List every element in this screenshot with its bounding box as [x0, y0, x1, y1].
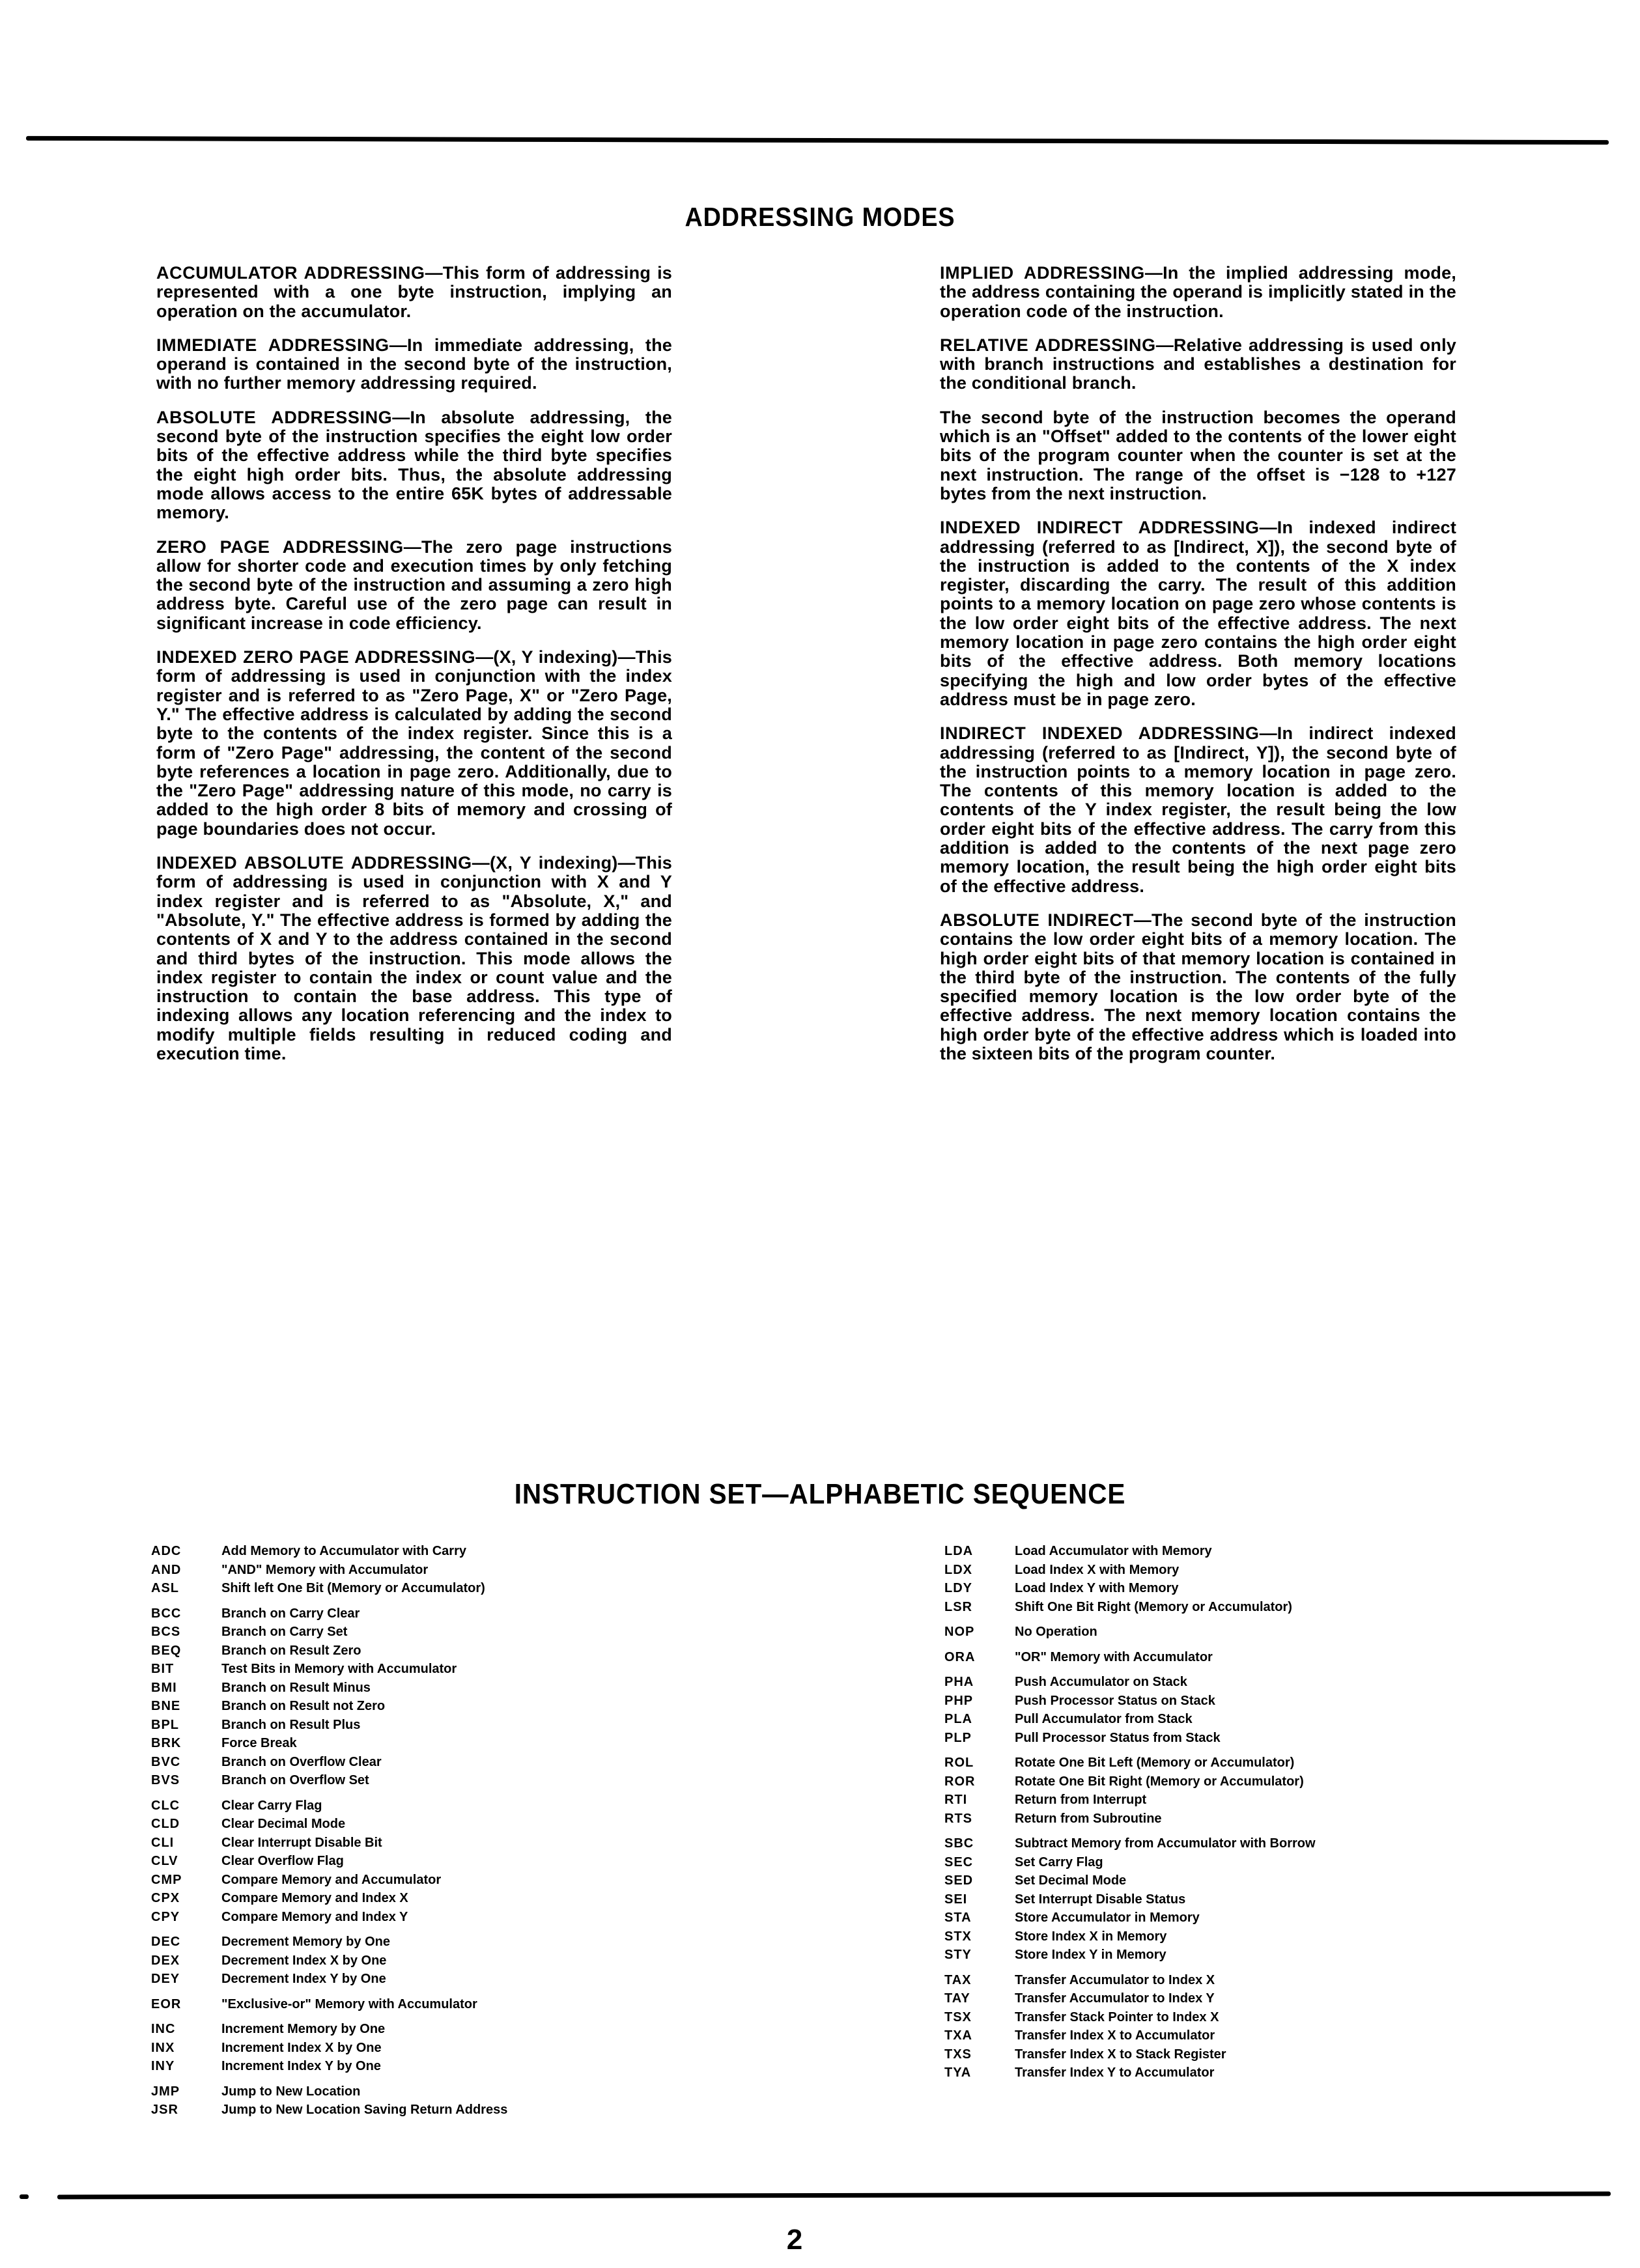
instruction-row [944, 1579, 1531, 1598]
addressing-mode-heading: ACCUMULATOR ADDRESSING [156, 263, 425, 283]
instruction-group [151, 1933, 802, 1989]
instruction-mnemonic: TYA [944, 2065, 972, 2080]
instruction-row [151, 1871, 802, 1890]
instruction-description: Increment Memory by One [221, 2022, 386, 2036]
instruction-group [944, 1648, 1531, 1667]
instruction-description: Pull Processor Status from Stack [1015, 1730, 1221, 1745]
instruction-row [944, 1673, 1531, 1692]
instruction-row [944, 1946, 1531, 1965]
instruction-row [944, 2026, 1531, 2045]
instruction-mnemonic: SEI [944, 1892, 968, 1907]
instruction-description: Branch on Result Minus [221, 1680, 371, 1695]
instruction-description: Compare Memory and Index X [221, 1891, 408, 1905]
instruction-row [944, 2008, 1531, 2027]
instruction-mnemonic: TXA [944, 2028, 972, 2043]
instruction-mnemonic: TAY [944, 1991, 970, 2006]
instruction-mnemonic: RTI [944, 1793, 968, 1807]
addressing-mode-body: —(X, Y indexing)—This form of addressing is used in conjunction with X and Y index register and is referred to as "Absolute, X," and "Absolute, Y." The effective address is formed by adding the contents of X and Y to the address contained in the second and third bytes of the instruction. This mode allows the index register to contain the index or count value and the instruction to contain the base address. This type of indexing allows any location referencing and the index to modify multiple fields resulting in reduced coding and execution time. [156, 853, 672, 1063]
instruction-mnemonic: JMP [151, 2084, 180, 2099]
instruction-row [944, 1791, 1531, 1810]
addressing-mode-heading: IMMEDIATE ADDRESSING [156, 335, 389, 355]
addressing-modes-left-column [156, 264, 672, 1078]
addressing-mode-paragraph [156, 336, 672, 393]
instruction-description: Rotate One Bit Right (Memory or Accumulator) [1015, 1774, 1304, 1789]
page-number: 2 [786, 2226, 803, 2256]
instruction-description: Shift left One Bit (Memory or Accumulator) [221, 1581, 485, 1595]
addressing-mode-body: —In the implied addressing mode, the address containing the operand is implicitly stated in the operation code of the instruction. [940, 263, 1457, 321]
instruction-set-title: INSTRUCTION SET—ALPHABETIC SEQUENCE [514, 1478, 1126, 1510]
addressing-mode-body: —(X, Y indexing)—This form of addressing is used in conjunction with the index register and is referred to as "Zero Page, X" or "Zero Page, Y." The effective address is calculated by adding the second byte to the contents of the index register. Since this is a form of "Zero Page" addressing, the content of the second byte references a location in page zero. Additionally, due to the "Zero Page" addressing nature of this mode, no carry is added to the high order 8 bits of memory and crossing of page boundaries does not occur. [156, 647, 672, 839]
addressing-modes-right-column [940, 264, 1456, 1078]
instruction-row [944, 1989, 1531, 2008]
instruction-description: Decrement Index Y by One [221, 1972, 386, 1986]
instruction-row [151, 2101, 802, 2120]
instruction-mnemonic: CLI [151, 1835, 175, 1850]
instruction-mnemonic: BRK [151, 1736, 182, 1750]
instruction-mnemonic: LDY [944, 1581, 972, 1595]
instruction-description: Push Processor Status on Stack [1015, 1693, 1215, 1708]
instruction-description: Add Memory to Accumulator with Carry [221, 1544, 466, 1558]
addressing-mode-body: The second byte of the instruction becomes the operand which is an "Offset" added to the contents of the lower eight bits of the program counter when the counter is set at the next instruction. The range of the offset is −128 to +127 bytes from the next instruction. [940, 407, 1456, 503]
instruction-mnemonic: BPL [151, 1717, 179, 1732]
instruction-group [944, 1834, 1531, 1965]
addressing-mode-body: —This form of addressing is represented with a one byte instruction, implying an operation on the accumulator. [156, 263, 673, 321]
instruction-mnemonic: LSR [944, 1599, 972, 1614]
instruction-row [944, 1810, 1531, 1828]
instruction-group [944, 1542, 1531, 1616]
instruction-row [151, 1697, 802, 1716]
instruction-mnemonic: CMP [151, 1872, 182, 1887]
addressing-mode-paragraph [940, 911, 1456, 1063]
instruction-mnemonic: PLA [944, 1712, 972, 1726]
instruction-description: Pull Accumulator from Stack [1015, 1712, 1193, 1726]
instruction-row [151, 1908, 802, 1927]
instruction-mnemonic: CLV [151, 1854, 178, 1868]
addressing-mode-paragraph [940, 336, 1456, 393]
instruction-row [151, 1734, 802, 1753]
instruction-mnemonic: BCC [151, 1606, 182, 1621]
instruction-description: Jump to New Location [221, 2084, 361, 2099]
instruction-mnemonic: LDX [944, 1562, 972, 1577]
instruction-row [151, 1642, 802, 1660]
instruction-row [944, 1871, 1531, 1890]
instruction-mnemonic: ROL [944, 1756, 974, 1770]
instruction-mnemonic: BNE [151, 1699, 181, 1713]
instruction-description: Load Index Y with Memory [1015, 1581, 1179, 1595]
instruction-list-left [151, 1542, 802, 2126]
instruction-row [944, 1648, 1531, 1667]
instruction-row [944, 1909, 1531, 1927]
instruction-row [151, 2057, 802, 2076]
instruction-group [151, 2082, 802, 2120]
instruction-description: Branch on Result not Zero [221, 1699, 386, 1713]
bottom-rule-dash [20, 2194, 29, 2199]
instruction-row [151, 1604, 802, 1623]
addressing-mode-heading: IMPLIED ADDRESSING [940, 263, 1145, 283]
instruction-group [944, 1754, 1531, 1828]
addressing-mode-paragraph [156, 648, 672, 839]
instruction-row [151, 1933, 802, 1952]
instruction-mnemonic: DEY [151, 1972, 180, 1986]
instruction-mnemonic: BCS [151, 1625, 181, 1639]
instruction-description: Transfer Index X to Accumulator [1015, 2028, 1215, 2043]
addressing-mode-heading: INDEXED ZERO PAGE ADDRESSING [156, 647, 476, 667]
instruction-mnemonic: BVC [151, 1754, 181, 1769]
addressing-mode-body: —In indexed indirect addressing (referred to as [Indirect, X]), the second byte of the instruction is added to the contents of the X index register, discarding the carry. The result of this addition points to a memory location on page zero whose contents is the low order eight bits of the effective address. The next memory location in page zero contains the high order eight bits of the effective address. Both memory locations specifying the high and low order bytes of the effective address must be in page zero. [940, 518, 1457, 709]
instruction-row [944, 1853, 1531, 1872]
instruction-mnemonic: ASL [151, 1581, 179, 1595]
instruction-mnemonic: RTS [944, 1811, 972, 1826]
addressing-mode-paragraph [940, 724, 1456, 896]
instruction-description: Transfer Accumulator to Index X [1015, 1972, 1215, 1987]
instruction-row [151, 2039, 802, 2058]
instruction-row [151, 2082, 802, 2101]
instruction-description: Set Decimal Mode [1015, 1873, 1127, 1888]
instruction-group [151, 1542, 802, 1598]
instruction-mnemonic: DEC [151, 1935, 181, 1949]
instruction-mnemonic: INX [151, 2040, 175, 2055]
instruction-mnemonic: CLD [151, 1817, 180, 1831]
addressing-mode-body: —The zero page instructions allow for shorter code and execution times by only fetching the second byte of the instruction and assuming a zero high address byte. Careful use of the zero page can result in significant increase in code efficiency. [156, 537, 673, 633]
instruction-row [151, 1889, 802, 1908]
instruction-mnemonic: STX [944, 1929, 972, 1944]
instruction-row [151, 1852, 802, 1871]
instruction-description: Compare Memory and Index Y [221, 1909, 408, 1924]
instruction-mnemonic: INC [151, 2022, 176, 2036]
instruction-mnemonic: BMI [151, 1680, 177, 1695]
instruction-row [151, 1579, 802, 1598]
instruction-list-right [944, 1542, 1531, 2089]
instruction-mnemonic: TSX [944, 2009, 972, 2024]
instruction-description: Branch on Carry Clear [221, 1606, 360, 1621]
instruction-mnemonic: ROR [944, 1774, 976, 1789]
instruction-description: Rotate One Bit Left (Memory or Accumulator) [1015, 1756, 1295, 1770]
instruction-mnemonic: CLC [151, 1798, 180, 1813]
instruction-row [151, 1623, 802, 1642]
instruction-description: Return from Interrupt [1015, 1793, 1147, 1807]
instruction-row [944, 1598, 1531, 1617]
instruction-mnemonic: ADC [151, 1544, 182, 1558]
instruction-mnemonic: ORA [944, 1649, 976, 1664]
instruction-row [944, 1754, 1531, 1772]
instruction-group [151, 1995, 802, 2014]
instruction-row [151, 2020, 802, 2039]
addressing-mode-body: —In absolute addressing, the second byte of the instruction specifies the eight low order bits of the effective address while the third byte specifies the eight high order bits. Thus, the absolute addressing mode allows access to the entire 65K bytes of addressable memory. [156, 407, 672, 523]
addressing-mode-heading: ZERO PAGE ADDRESSING [156, 537, 404, 557]
addressing-modes-title: ADDRESSING MODES [685, 202, 955, 232]
addressing-mode-body: —Relative addressing is used only with branch instructions and establishes a destination for the conditional branch. [940, 335, 1456, 393]
instruction-mnemonic: AND [151, 1562, 182, 1577]
instruction-row [944, 1772, 1531, 1791]
instruction-mnemonic: BEQ [151, 1643, 182, 1658]
instruction-mnemonic: CPY [151, 1909, 180, 1924]
instruction-description: Branch on Overflow Set [221, 1773, 369, 1787]
instruction-description: Compare Memory and Accumulator [221, 1872, 442, 1887]
instruction-mnemonic: CPX [151, 1891, 180, 1905]
instruction-mnemonic: PHA [944, 1675, 974, 1689]
instruction-group [944, 1673, 1531, 1747]
instruction-mnemonic: INY [151, 2059, 175, 2073]
instruction-mnemonic: SED [944, 1873, 974, 1888]
addressing-mode-heading: ABSOLUTE ADDRESSING [156, 407, 393, 427]
addressing-mode-heading: ABSOLUTE INDIRECT [940, 910, 1134, 930]
instruction-row [151, 1716, 802, 1735]
top-horizontal-rule [26, 136, 1609, 145]
instruction-mnemonic: JSR [151, 2103, 178, 2117]
instruction-description: Load Index X with Memory [1015, 1562, 1180, 1577]
addressing-mode-heading: INDEXED INDIRECT ADDRESSING [940, 518, 1260, 538]
instruction-row [944, 2064, 1531, 2082]
addressing-mode-paragraph [940, 264, 1456, 321]
instruction-mnemonic: BVS [151, 1773, 180, 1787]
instruction-row [944, 1890, 1531, 1909]
addressing-mode-body: —In immediate addressing, the operand is contained in the second byte of the instruction, with no further memory addressing required. [156, 335, 672, 393]
instruction-row [944, 1971, 1531, 1990]
instruction-group [944, 1623, 1531, 1642]
instruction-description: Transfer Accumulator to Index Y [1015, 1991, 1215, 2006]
instruction-description: Transfer Index Y to Accumulator [1015, 2065, 1215, 2080]
instruction-description: Store Index X in Memory [1015, 1929, 1167, 1944]
instruction-description: Store Index Y in Memory [1015, 1948, 1166, 1962]
addressing-mode-paragraph [156, 854, 672, 1063]
instruction-description: Test Bits in Memory with Accumulator [221, 1662, 457, 1676]
bottom-horizontal-rule [57, 2192, 1611, 2200]
addressing-mode-body: —The second byte of the instruction contains the low order eight bits of a memory location. The high order eight bits of that memory location is contained in the third byte of the instruction. The contents of the fully specified memory location is the low order byte of the effective address. The next memory location contains the high order byte of the effective address which is loaded into the sixteen bits of the program counter. [940, 910, 1457, 1063]
instruction-description: Push Accumulator on Stack [1015, 1675, 1187, 1689]
instruction-row [151, 1797, 802, 1815]
instruction-mnemonic: SEC [944, 1855, 974, 1869]
instruction-row [151, 1834, 802, 1853]
instruction-description: Shift One Bit Right (Memory or Accumulator) [1015, 1599, 1292, 1614]
instruction-mnemonic: DEX [151, 1953, 180, 1968]
addressing-mode-body: —In indirect indexed addressing (referred to as [Indirect, Y]), the second byte of the instruction points to a memory location in page zero. The contents of this memory location is added to the contents of the Y index register, the result being the low order eight bits of the effective address. The carry from this addition is added to the contents of the next page zero memory location, the result being the high order eight bits of the effective address. [940, 723, 1457, 896]
instruction-row [151, 1970, 802, 1989]
instruction-group [151, 1604, 802, 1790]
instruction-description: Transfer Index X to Stack Register [1015, 2047, 1226, 2062]
instruction-description: Branch on Carry Set [221, 1625, 348, 1639]
instruction-description: Store Accumulator in Memory [1015, 1911, 1200, 1925]
instruction-description: Set Interrupt Disable Status [1015, 1892, 1186, 1907]
instruction-description: Force Break [221, 1736, 297, 1750]
instruction-row [944, 1710, 1531, 1729]
instruction-mnemonic: BIT [151, 1662, 175, 1676]
instruction-group [151, 1797, 802, 1927]
instruction-description: Transfer Stack Pointer to Index X [1015, 2009, 1219, 2024]
instruction-description: Decrement Index X by One [221, 1953, 387, 1968]
addressing-mode-heading: INDIRECT INDEXED ADDRESSING [940, 723, 1260, 744]
instruction-description: Branch on Result Plus [221, 1717, 361, 1732]
instruction-mnemonic: PLP [944, 1730, 972, 1745]
instruction-description: "OR" Memory with Accumulator [1015, 1649, 1213, 1664]
instruction-row [151, 1952, 802, 1970]
instruction-row [151, 1542, 802, 1561]
instruction-group [944, 1971, 1531, 2082]
instruction-description: "AND" Memory with Accumulator [221, 1562, 429, 1577]
instruction-description: Decrement Memory by One [221, 1935, 390, 1949]
instruction-row [151, 1660, 802, 1679]
instruction-row [944, 2045, 1531, 2064]
addressing-mode-heading: RELATIVE ADDRESSING [940, 335, 1156, 355]
instruction-group [151, 2020, 802, 2076]
instruction-mnemonic: STY [944, 1948, 972, 1962]
instruction-row [151, 1995, 802, 2014]
instruction-row [944, 1729, 1531, 1748]
addressing-mode-paragraph [940, 408, 1456, 503]
addressing-mode-paragraph [156, 408, 672, 523]
instruction-row [944, 1927, 1531, 1946]
instruction-row [151, 1679, 802, 1698]
instruction-description: Branch on Overflow Clear [221, 1754, 382, 1769]
instruction-description: Clear Interrupt Disable Bit [221, 1835, 382, 1850]
instruction-description: No Operation [1015, 1625, 1097, 1639]
addressing-mode-paragraph [156, 264, 672, 321]
instruction-description: Set Carry Flag [1015, 1855, 1103, 1869]
instruction-row [151, 1815, 802, 1834]
instruction-row [151, 1561, 802, 1580]
addressing-mode-heading: INDEXED ABSOLUTE ADDRESSING [156, 853, 472, 873]
instruction-description: Branch on Result Zero [221, 1643, 361, 1658]
instruction-row [151, 1753, 802, 1772]
instruction-mnemonic: PHP [944, 1693, 974, 1708]
instruction-description: Return from Subroutine [1015, 1811, 1162, 1826]
instruction-row [944, 1561, 1531, 1580]
instruction-mnemonic: STA [944, 1911, 972, 1925]
instruction-description: "Exclusive-or" Memory with Accumulator [221, 1996, 477, 2011]
instruction-description: Load Accumulator with Memory [1015, 1544, 1212, 1558]
instruction-row [944, 1834, 1531, 1853]
instruction-description: Clear Carry Flag [221, 1798, 322, 1813]
instruction-row [944, 1692, 1531, 1711]
instruction-description: Jump to New Location Saving Return Address [221, 2103, 508, 2117]
instruction-mnemonic: SBC [944, 1836, 974, 1851]
instruction-mnemonic: LDA [944, 1544, 974, 1558]
instruction-description: Increment Index X by One [221, 2040, 382, 2055]
instruction-mnemonic: TAX [944, 1972, 972, 1987]
instruction-description: Clear Decimal Mode [221, 1817, 346, 1831]
instruction-description: Increment Index Y by One [221, 2059, 381, 2073]
instruction-mnemonic: EOR [151, 1996, 182, 2011]
instruction-description: Clear Overflow Flag [221, 1854, 344, 1868]
instruction-description: Subtract Memory from Accumulator with Borrow [1015, 1836, 1316, 1851]
instruction-row [944, 1623, 1531, 1642]
addressing-mode-paragraph [940, 518, 1456, 709]
instruction-mnemonic: NOP [944, 1625, 975, 1639]
instruction-mnemonic: TXS [944, 2047, 972, 2062]
addressing-mode-paragraph [156, 538, 672, 633]
instruction-row [944, 1542, 1531, 1561]
instruction-row [151, 1771, 802, 1790]
